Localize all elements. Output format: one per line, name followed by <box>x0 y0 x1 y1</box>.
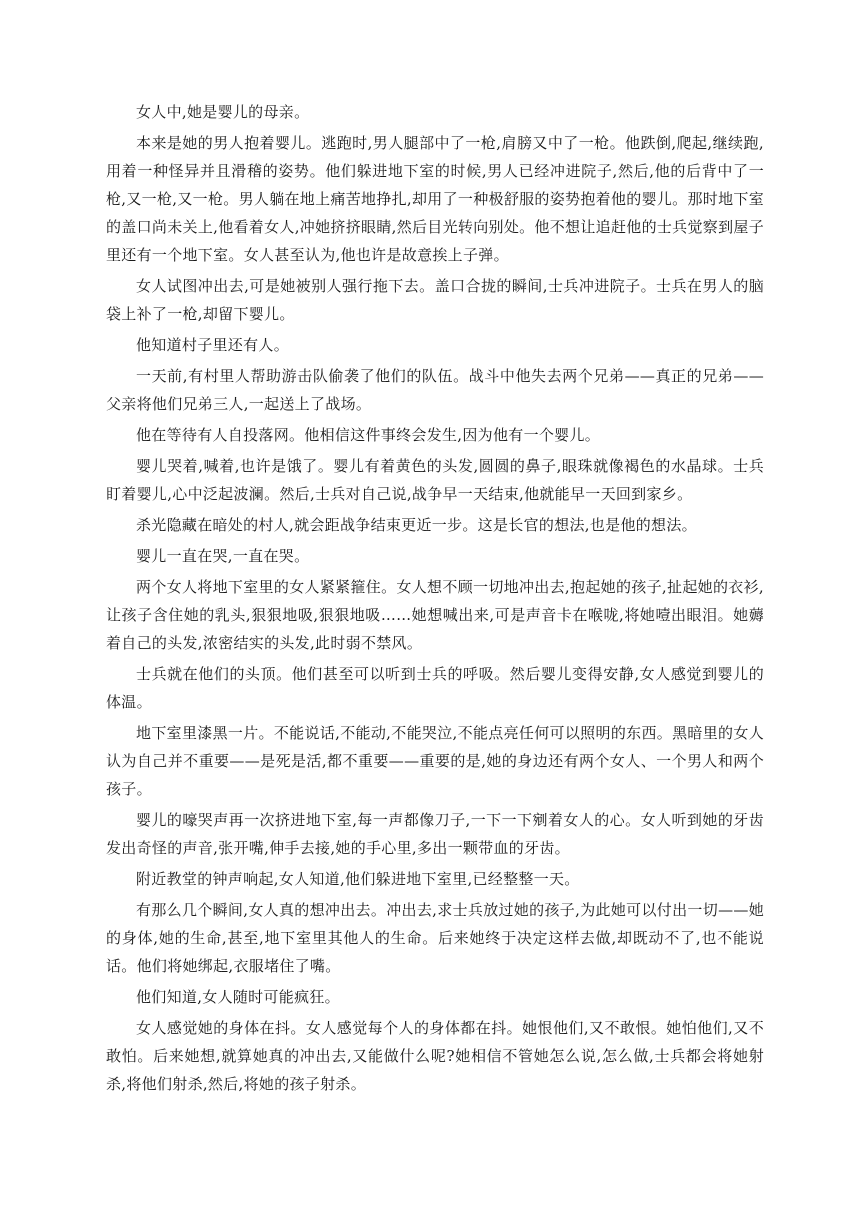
paragraph: 婴儿一直在哭,一直在哭。 <box>136 547 310 565</box>
paragraph: 女人感觉她的身体在抖。女人感觉每个人的身体都在抖。她恨他们,又不敢恨。她怕他们,又不敢怕。后来她想,就算她真的冲出去,又能做什么呢?她相信不管她怎么说,怎么做,士兵都会将她射杀,将他们射杀,然后,将她的孩子射杀。 <box>106 1019 764 1093</box>
paragraph: 女人中,她是婴儿的母亲。 <box>136 103 310 121</box>
paragraph: 两个女人将地下室里的女人紧紧箍住。女人想不顾一切地冲出去,抱起她的孩子,扯起她的衣衫,让孩子含住她的乳头,狠狠地吸,狠狠地吸……她想喊出来,可是声音卡在喉咙,将她噎出眼泪。她薅着自己的头发,浓密结实的头发,此时弱不禁风。 <box>106 578 764 652</box>
paragraph: 婴儿的嚎哭声再一次挤进地下室,每一声都像刀子,一下一下剜着女人的心。女人听到她的牙齿发出奇怪的声音,张开嘴,伸手去接,她的手心里,多出一颗带血的牙齿。 <box>106 811 764 857</box>
paragraph: 地下室里漆黑一片。不能说话,不能动,不能哭泣,不能点亮任何可以照明的东西。黑暗里的女人认为自己并不重要——是死是活,都不重要——重要的是,她的身边还有两个女人、一个男人和两个孩子。 <box>106 724 764 798</box>
paragraph: 本来是她的男人抱着婴儿。逃跑时,男人腿部中了一枪,肩膀又中了一枪。他跌倒,爬起,继续跑,用着一种怪异并且滑稽的姿势。他们躲进地下室的时候,男人已经冲进院子,然后,他的后背中了一枪,又一枪,又一枪。男人躺在地上痛苦地挣扎,却用了一种极舒服的姿势抱着他的婴儿。那时地下室的盖口尚未关上,他看着女人,冲她挤挤眼睛,然后目光转向别处。他不想让追赶他的士兵觉察到屋子里还有一个地下室。女人甚至认为,他也许是故意挨上子弹。 <box>106 134 764 264</box>
paragraph: 他知道村子里还有人。 <box>136 336 290 354</box>
paragraph: 附近教堂的钟声响起,女人知道,他们躲进地下室里,已经整整一天。 <box>136 870 580 888</box>
paragraph: 一天前,有村里人帮助游击队偷袭了他们的队伍。战斗中他失去两个兄弟——真正的兄弟——父亲将他们兄弟三人,一起送上了战场。 <box>106 367 764 413</box>
paragraph: 他在等待有人自投落网。他相信这件事终会发生,因为他有一个婴儿。 <box>136 426 601 444</box>
paragraph: 有那么几个瞬间,女人真的想冲出去。冲出去,求士兵放过她的孩子,为此她可以付出一切——她的身体,她的生命,甚至,地下室里其他人的生命。后来她终于决定这样去做,却既动不了,也不能说话。他们将她绑起,衣服堵住了嘴。 <box>106 901 764 975</box>
paragraph: 女人试图冲出去,可是她被别人强行拖下去。盖口合拢的瞬间,士兵冲进院子。士兵在男人的脑袋上补了一枪,却留下婴儿。 <box>106 277 764 323</box>
paragraph: 他们知道,女人随时可能疯狂。 <box>136 988 340 1006</box>
paragraph: 士兵就在他们的头顶。他们甚至可以听到士兵的呼吸。然后婴儿变得安静,女人感觉到婴儿的体温。 <box>106 665 764 711</box>
paragraph: 杀光隐藏在暗处的村人,就会距战争结束更近一步。这是长官的想法,也是他的想法。 <box>136 516 697 534</box>
paragraph: 婴儿哭着,喊着,也许是饿了。婴儿有着黄色的头发,圆圆的鼻子,眼珠就像褐色的水晶球。士兵盯着婴儿,心中泛起波澜。然后,士兵对自己说,战争早一天结束,他就能早一天回到家乡。 <box>106 457 764 503</box>
